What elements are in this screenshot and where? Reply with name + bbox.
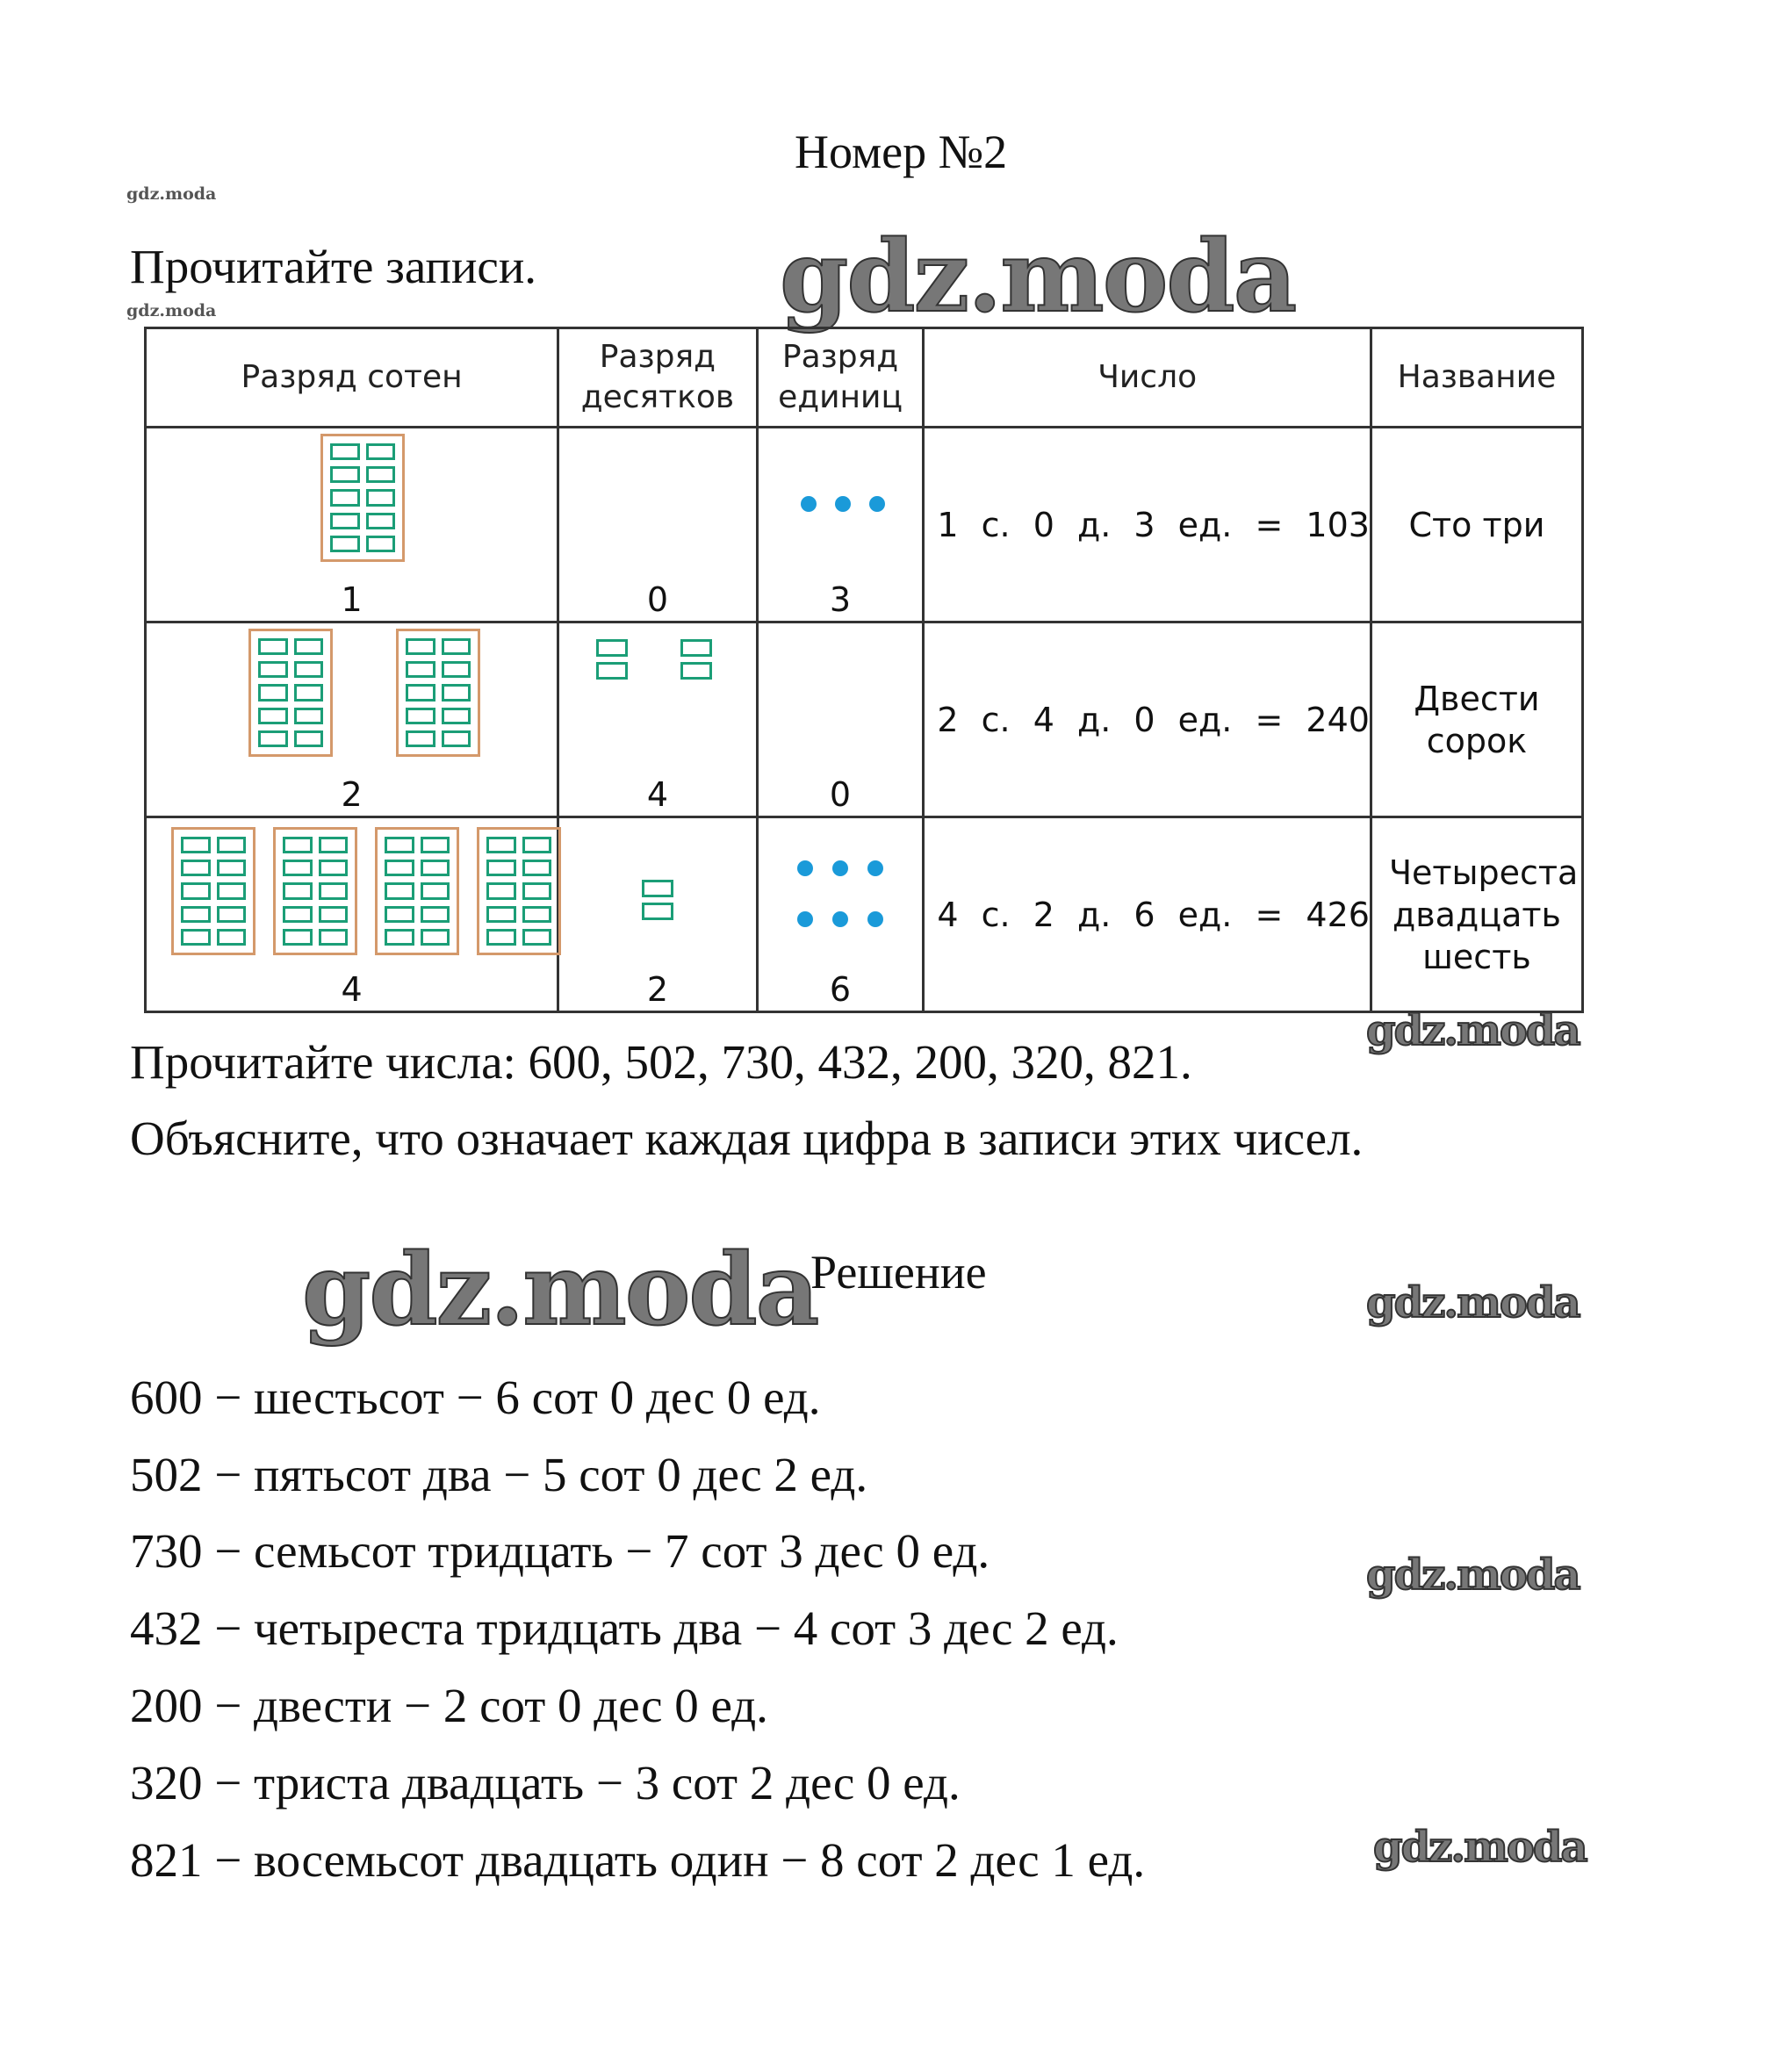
solution-line: 432 − четыреста тридцать два − 4 сот 3 дес 2 ед. — [130, 1601, 1119, 1655]
units-cell — [757, 428, 924, 622]
hundred-block-icon — [477, 827, 561, 955]
solution-line: 730 − семьсот тридцать − 7 сот 3 дес 0 ед. — [130, 1524, 990, 1578]
tens-cell — [558, 428, 757, 622]
instruction-text: Прочитайте записи. — [130, 240, 537, 293]
watermark-large: gdz.moda — [302, 1233, 818, 1348]
header-number: Число — [924, 328, 1371, 428]
task-line-explain: Объясните, что означает каждая цифра в записи этих чисел. — [130, 1112, 1364, 1165]
unit-dot-icon — [797, 860, 813, 876]
solution-line: 502 − пятьсот два − 5 сот 0 дес 2 ед. — [130, 1448, 868, 1501]
table-row — [146, 817, 1583, 1012]
unit-dot-icon — [835, 496, 851, 512]
hundred-block-icon — [171, 827, 255, 955]
ten-block-icon — [642, 880, 673, 920]
number-name: Четыреста двадцать шесть — [1371, 817, 1582, 1012]
hundred-block-icon — [396, 629, 480, 757]
solution-heading: Решение — [810, 1246, 987, 1299]
tens-cell — [558, 622, 757, 817]
units-digit: 6 — [829, 970, 852, 1009]
unit-dot-icon — [867, 911, 883, 927]
hundreds-digit: 1 — [341, 580, 363, 619]
number-name: Двести сорок — [1371, 622, 1582, 817]
unit-dot-icon — [832, 860, 848, 876]
ten-block-icon — [596, 639, 628, 680]
tens-digit: 4 — [646, 775, 668, 814]
header-name: Название — [1371, 328, 1582, 428]
number-formula: 4 с. 2 д. 6 ед. = 426 — [924, 817, 1371, 1012]
tens-cell — [558, 817, 757, 1012]
header-tens: Разряд десятков — [558, 328, 757, 428]
watermark-large: gdz.moda — [780, 219, 1296, 335]
unit-dot-icon — [832, 911, 848, 927]
hundreds-cell — [146, 622, 558, 817]
watermark-medium: gdz.moda — [1373, 1823, 1587, 1872]
table-row — [146, 428, 1583, 622]
page-title: Номер №2 — [795, 126, 1008, 178]
watermark-medium: gdz.moda — [1366, 1551, 1580, 1600]
place-value-table — [144, 327, 1584, 1013]
units-digit: 3 — [829, 580, 852, 619]
watermark-medium: gdz.moda — [1366, 1006, 1580, 1055]
hundred-block-icon — [273, 827, 357, 955]
unit-dot-icon — [801, 496, 817, 512]
unit-dot-icon — [797, 911, 813, 927]
hundreds-cell — [146, 817, 558, 1012]
units-digit: 0 — [829, 775, 852, 814]
number-formula: 2 с. 4 д. 0 ед. = 240 — [924, 622, 1371, 817]
unit-dot-icon — [869, 496, 885, 512]
tens-digit: 2 — [646, 970, 668, 1009]
units-cell — [757, 817, 924, 1012]
watermark-small: gdz.moda — [126, 301, 217, 320]
hundreds-digit: 2 — [341, 775, 363, 814]
solution-line: 320 − триста двадцать − 3 сот 2 дес 0 ед. — [130, 1756, 961, 1810]
solution-line: 200 − двести − 2 сот 0 дес 0 ед. — [130, 1679, 768, 1732]
hundred-block-icon — [375, 827, 459, 955]
ten-block-icon — [680, 639, 712, 680]
header-units: Разряд единиц — [757, 328, 924, 428]
task-line-read-numbers: Прочитайте числа: 600, 502, 730, 432, 200, 320, 821. — [130, 1035, 1192, 1089]
hundred-block-icon — [248, 629, 333, 757]
hundred-block-icon — [320, 434, 405, 562]
watermark-medium: gdz.moda — [1366, 1278, 1580, 1328]
units-cell — [757, 622, 924, 817]
table-row — [146, 622, 1583, 817]
table-header-row — [146, 328, 1583, 428]
watermark-small: gdz.moda — [126, 184, 217, 204]
solution-line: 600 − шестьсот − 6 сот 0 дес 0 ед. — [130, 1371, 821, 1424]
number-name: Сто три — [1371, 428, 1582, 622]
solution-line: 821 − восемьсот двадцать один − 8 сот 2 дес 1 ед. — [130, 1833, 1146, 1887]
header-hundreds: Разряд сотен — [146, 328, 558, 428]
hundreds-cell — [146, 428, 558, 622]
unit-dot-icon — [867, 860, 883, 876]
number-formula: 1 с. 0 д. 3 ед. = 103 — [924, 428, 1371, 622]
hundreds-digit: 4 — [341, 970, 363, 1009]
tens-digit: 0 — [646, 580, 668, 619]
